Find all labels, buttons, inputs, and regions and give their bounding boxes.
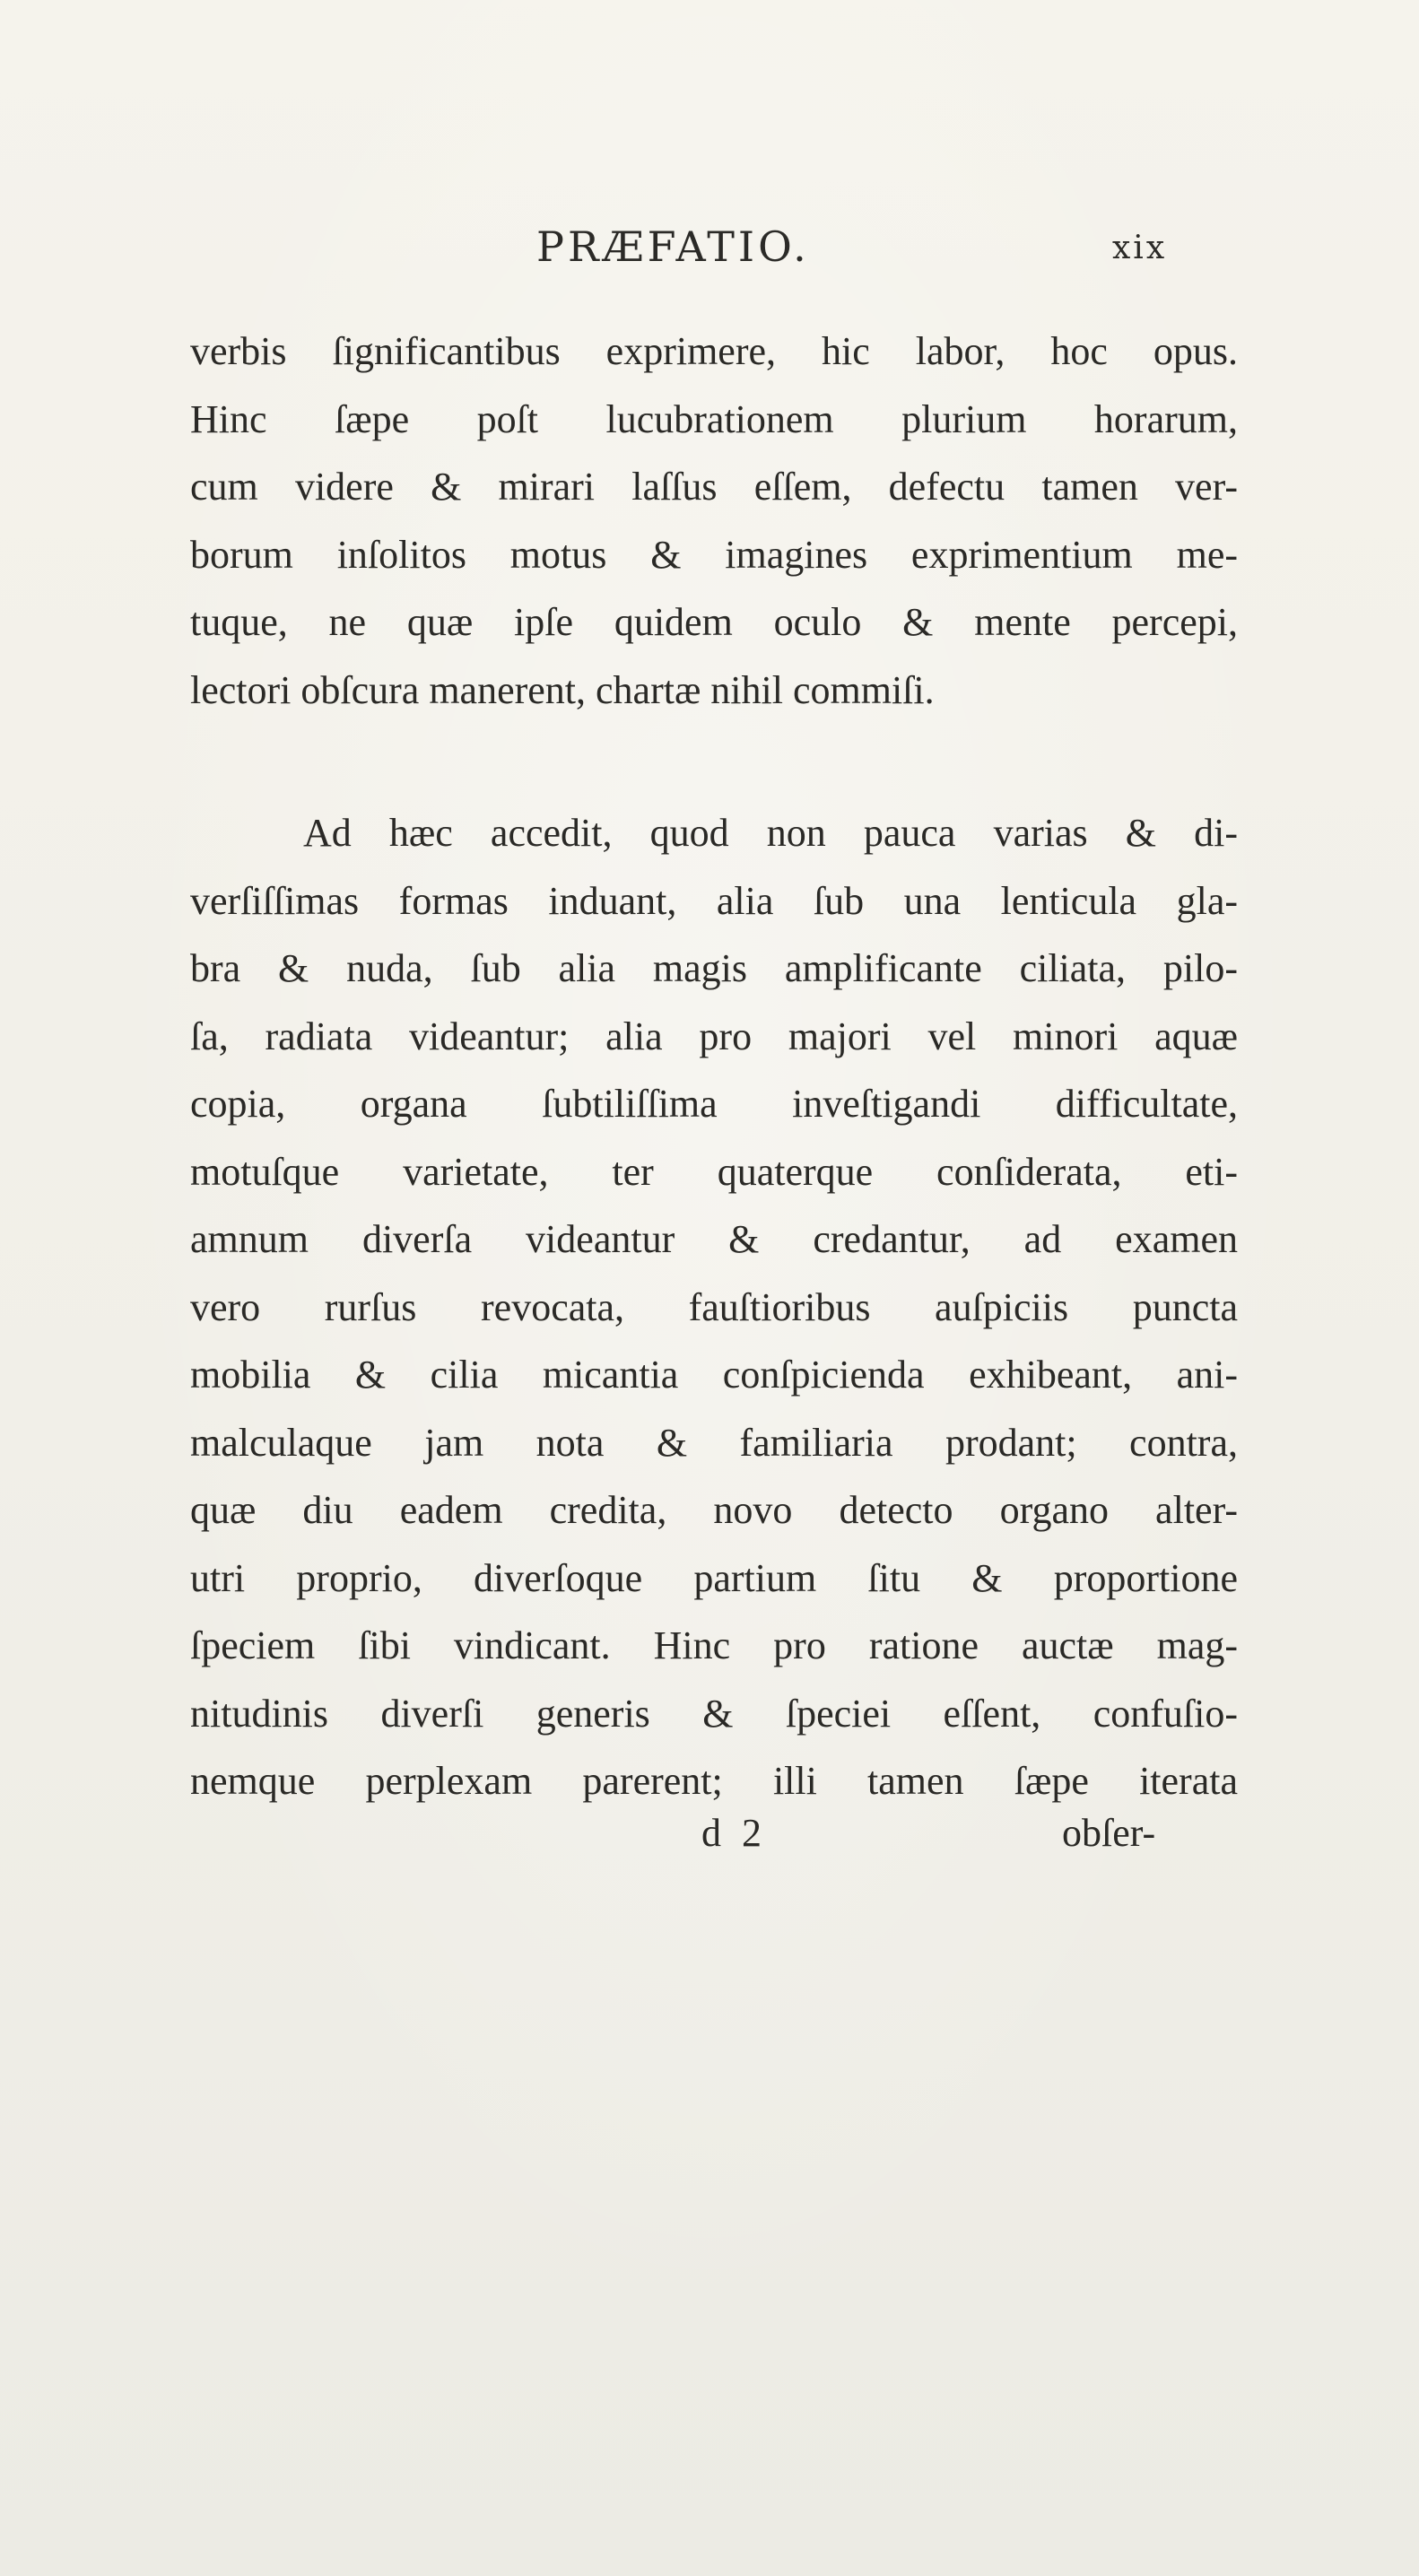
text-line: Ad hæc accedit, quod non pauca varias & di- bbox=[303, 811, 1238, 855]
text-line: quæ diu eadem credita, novo detecto organo alter- bbox=[190, 1488, 1238, 1532]
text-line: bra & nuda, ſub alia magis amplificante ciliata, pilo- bbox=[190, 946, 1238, 990]
text-line: vero rurſus revocata, fauſtioribus auſpiciis puncta bbox=[190, 1284, 1238, 1329]
text-line: borum inſolitos motus & imagines exprimentium me- bbox=[190, 532, 1238, 577]
text-line: nitudinis diverſi generis & ſpeciei eſſent, confuſio- bbox=[190, 1691, 1238, 1736]
running-title: PRÆFATIO. bbox=[536, 222, 810, 271]
text-line: verſiſſimas formas induant, alia ſub una lenticula gla- bbox=[190, 878, 1238, 923]
running-head bbox=[0, 222, 1419, 276]
text-line: tuque, ne quæ ipſe quidem oculo & mente percepi, bbox=[190, 600, 1238, 644]
text-line: cum videre & mirari laſſus eſſem, defectu tamen ver- bbox=[190, 465, 1238, 509]
text-line: verbis ſignificantibus exprimere, hic labor, hoc opus. bbox=[190, 329, 1238, 373]
text-line: nemque perplexam parerent; illi tamen ſæpe iterata bbox=[190, 1759, 1238, 1803]
text-line: copia, organa ſubtiliſſima inveſtigandi difficultate, bbox=[190, 1082, 1238, 1126]
paragraph-2 bbox=[190, 799, 1238, 1815]
signature-mark: d 2 bbox=[701, 1811, 767, 1855]
text-line: ſa, radiata videantur; alia pro majori vel minori aquæ bbox=[190, 1014, 1238, 1058]
page-number: xix bbox=[1112, 230, 1168, 266]
text-line: mobilia & cilia micantia conſpicienda exhibeant, ani- bbox=[190, 1353, 1238, 1397]
text-line: lectori obſcura manerent, chartæ nihil commiſi. bbox=[190, 667, 935, 712]
text-line: Hinc ſæpe poſt lucubrationem plurium horarum, bbox=[190, 396, 1238, 441]
text-line: utri proprio, diverſoque partium ſitu & proportione bbox=[190, 1555, 1238, 1600]
text-line: amnum diverſa videantur & credantur, ad examen bbox=[190, 1217, 1238, 1261]
text-line: motuſque varietate, ter quaterque conſiderata, eti- bbox=[190, 1149, 1238, 1194]
body-text bbox=[190, 318, 1238, 1815]
page-footer bbox=[0, 1810, 1419, 1864]
paragraph-1 bbox=[190, 318, 1238, 724]
catchword: obſer- bbox=[1062, 1811, 1156, 1855]
text-line: malculaque jam nota & familiaria prodant; contra, bbox=[190, 1420, 1238, 1465]
text-line: ſpeciem ſibi vindicant. Hinc pro ratione auctæ mag- bbox=[190, 1623, 1238, 1667]
